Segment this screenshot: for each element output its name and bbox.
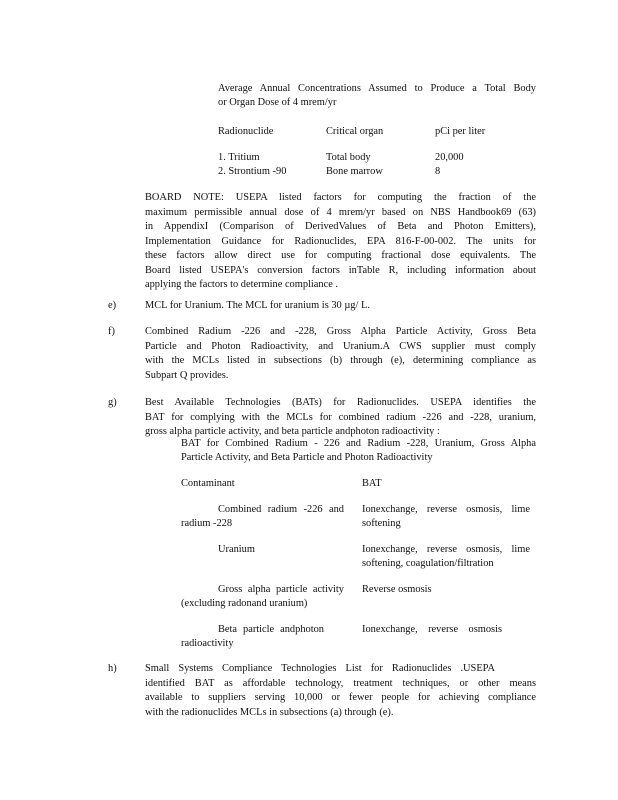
item-label-f: f): [108, 326, 115, 337]
item-g-line: Best Available Technologies (BATs) for Radionuclides. USEPA identifies the: [145, 397, 536, 408]
board-note-line: BOARD NOTE: USEPA listed factors for computing the fraction of the: [145, 192, 536, 203]
intro-heading-line1: Average Annual Concentrations Assumed to Produce a Total Body: [218, 83, 536, 94]
bat-line1: Ionexchange, reverse osmosis, lime: [362, 504, 530, 515]
board-note-line: these factors allow direct use for computing fractional dose equivalents. The: [145, 250, 536, 261]
contaminant-line2: radium -228: [181, 518, 233, 529]
item-f-paragraph: [145, 325, 536, 383]
item-g-line: gross alpha particle activity, and beta particle andphoton radioactivity :: [145, 426, 440, 437]
column-critical-organ: Critical organ: [326, 126, 384, 137]
bat-line2: softening: [362, 518, 401, 529]
contaminant-line1: Combined radium -226 and: [218, 504, 344, 515]
column-pci-per-liter: pCi per liter: [435, 126, 486, 137]
bat-line2: softening, coagulation/filtration: [362, 558, 494, 569]
item-f-line: Particle and Photon Radioactivity, and Uranium.A CWS supplier must comply: [145, 340, 536, 352]
item-h-line: identified BAT as affordable technology, treatment techniques, or other means: [145, 677, 536, 689]
board-note-line: in AppendixI (Comparison of DerivedValues of Beta and Photon Emitters),: [145, 221, 536, 232]
item-f-line: with the MCLs listed in subsections (b) through (e), determining compliance as: [145, 355, 536, 366]
bat-line1: Reverse osmosis: [362, 584, 432, 595]
pci-value: 20,000: [435, 152, 464, 163]
item-f-line: Subpart Q provides.: [145, 369, 229, 381]
item-label-g: g): [108, 397, 117, 408]
critical-organ: Bone marrow: [326, 166, 383, 177]
bat-col-bat: BAT: [362, 478, 382, 489]
radionuclide-name: 2. Strontium -90: [218, 166, 287, 177]
contaminant-line1: Uranium: [218, 544, 255, 555]
item-h-paragraph: [145, 662, 536, 720]
contaminant-line2: radioactivity: [181, 638, 234, 649]
contaminant-line2: (excluding radonand uranium): [181, 598, 308, 609]
board-note-line: Board listed USEPA's conversion factors inTable R, including information about: [145, 264, 536, 276]
item-e-text: MCL for Uranium. The MCL for uranium is 30 µg/ L.: [145, 300, 370, 311]
contaminant-line1: Gross alpha particle activity: [218, 584, 344, 595]
bat-line1: Ionexchange, reverse osmosis: [362, 624, 502, 635]
radionuclide-name: 1. Tritium: [218, 152, 260, 163]
bat-table-title-line2: Particle Activity, and Beta Particle and Photon Radioactivity: [181, 452, 433, 463]
column-radionuclide: Radionuclide: [218, 126, 274, 137]
bat-col-contaminant: Contaminant: [181, 478, 235, 489]
item-g-paragraph: [145, 396, 536, 440]
board-note-line: Implementation Guidance for Radionuclides, EPA 816-F-00-002. The units for: [145, 235, 536, 247]
intro-heading-line2: or Organ Dose of 4 mrem/yr: [218, 97, 337, 108]
pci-value: 8: [435, 166, 441, 177]
item-h-line: Small Systems Compliance Technologies List for Radionuclides .USEPA: [145, 663, 495, 674]
item-label-e: e): [108, 300, 117, 311]
board-note: [145, 191, 536, 293]
bat-line1: Ionexchange, reverse osmosis, lime: [362, 544, 530, 555]
bat-table-title-line1: BAT for Combined Radium - 226 and Radium -228, Uranium, Gross Alpha: [181, 438, 536, 449]
item-h-line: available to suppliers serving 10,000 or fewer people for achieving compliance: [145, 692, 536, 703]
critical-organ: Total body: [326, 152, 371, 163]
item-label-h: h): [108, 663, 117, 674]
board-note-line: applying the factors to determine compliance .: [145, 279, 339, 290]
contaminant-line1: Beta particle andphoton: [218, 624, 324, 635]
board-note-line: maximum permissible annual dose of 4 mrem/yr based on NBS Handbook69 (63): [145, 206, 536, 218]
item-g-line: BAT for complying with the MCLs for combined radium -226 and -228, uranium,: [145, 411, 536, 423]
item-h-line: with the radionuclides MCLs in subsections (a) through (e).: [145, 706, 394, 718]
item-f-line: Combined Radium -226 and -228, Gross Alpha Particle Activity, Gross Beta: [145, 326, 536, 337]
